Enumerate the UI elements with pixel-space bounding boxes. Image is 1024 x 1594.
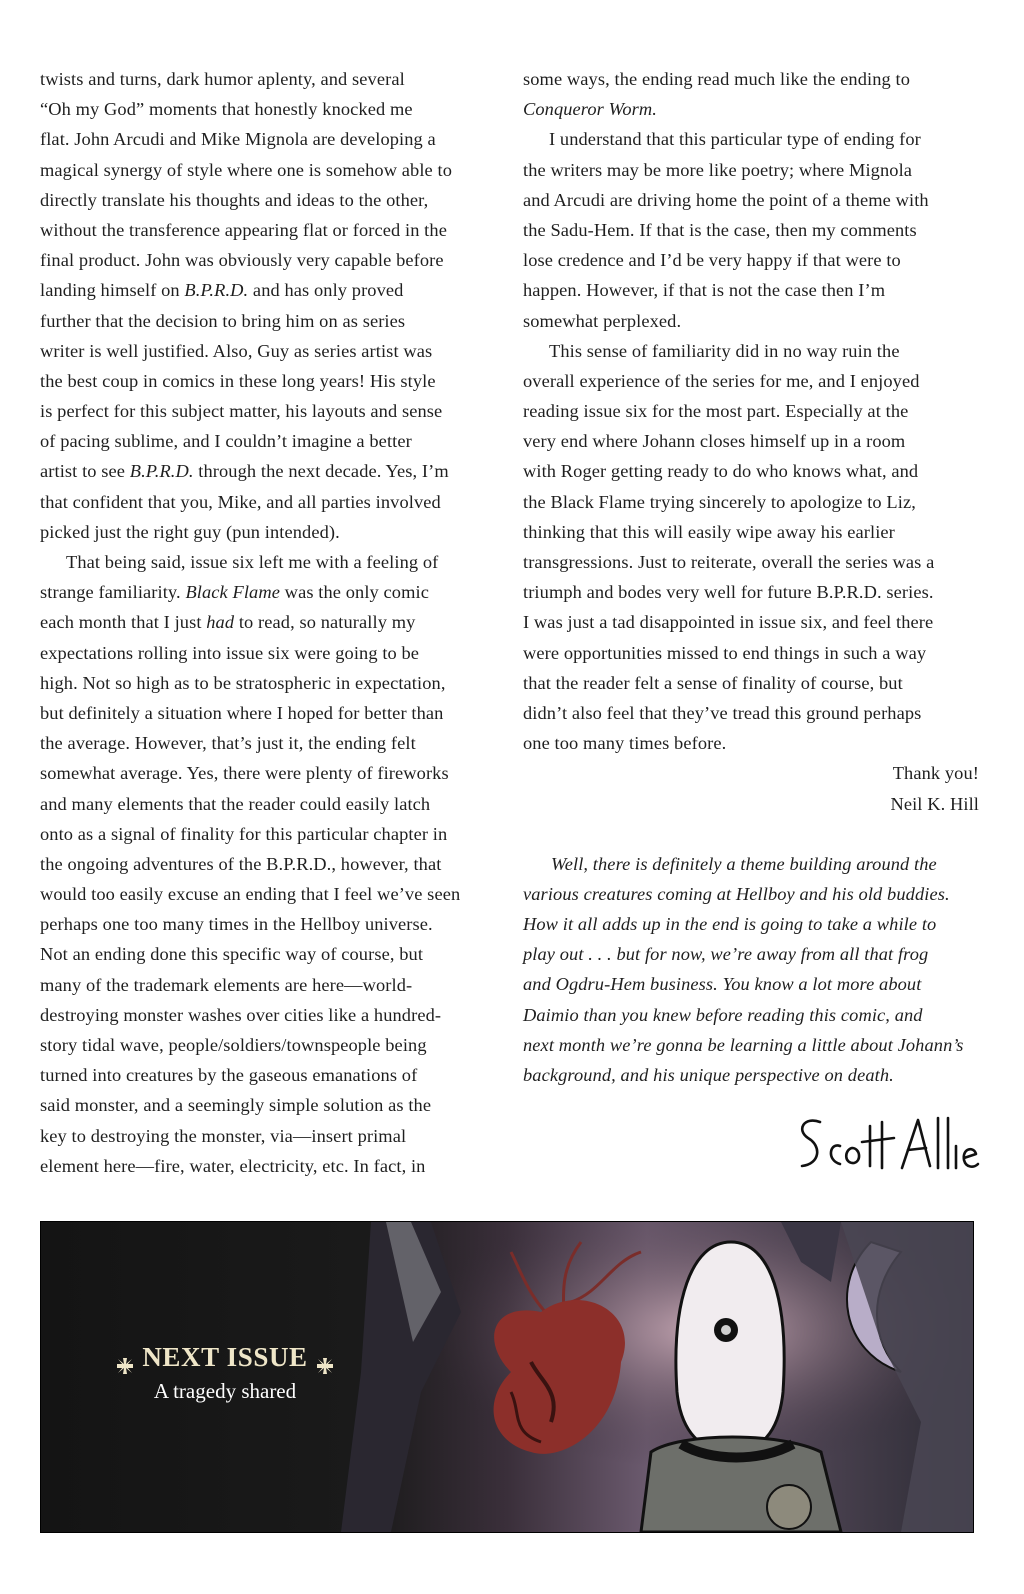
letter-text-line: thinking that this will easily wipe away his earlier — [523, 521, 895, 542]
letter-text-line: final product. John was obviously very capable before — [40, 250, 444, 271]
letter-text-line: with Roger getting ready to do who knows what, and — [523, 461, 919, 482]
next-issue-caption — [95, 1342, 355, 1404]
letter-text-line: many of the trademark elements are here—world- — [40, 974, 413, 995]
letter-text-line: high. Not so high as to be stratospheric in expectation, — [40, 672, 446, 693]
letter-text-line: the writers may be more like poetry; where Mignola — [523, 159, 913, 180]
letter-text-line: but definitely a situation where I hoped for better than — [40, 702, 444, 723]
letter-text-line: each month that I just had to read, so naturally my — [40, 612, 416, 633]
letter-text-line: said monster, and a seemingly simple solution as the — [40, 1095, 432, 1116]
cross-pattee-icon — [117, 1350, 133, 1366]
letter-text-line: picked just the right guy (pun intended). — [40, 521, 340, 542]
reply-text-line: and Ogdru-Hem business. You know a lot more about — [523, 974, 922, 995]
next-issue-heading — [95, 1342, 355, 1373]
letter-text-line: I understand that this particular type of ending for — [549, 129, 921, 150]
letter-text-line: that the reader felt a sense of finality of course, but — [523, 672, 903, 693]
reply-text-line: Well, there is definitely a theme building around the — [551, 853, 937, 874]
reply-text-line: next month we’re gonna be learning a little about Johann’s — [523, 1034, 964, 1055]
editor-signature — [790, 1108, 980, 1188]
letter-text-line: That being said, issue six left me with a feeling of — [66, 552, 439, 572]
letter-right-column — [523, 64, 979, 1090]
letter-text-line: didn’t also feel that they’ve tread this ground perhaps — [523, 702, 922, 723]
letter-text-line: lose credence and I’d be very happy if that were to — [523, 250, 901, 271]
letter-text-line: the average. However, that’s just it, the ending felt — [40, 733, 416, 754]
letter-text-line: reading issue six for the most part. Especially at the — [523, 401, 909, 422]
letter-text-line: Not an ending done this specific way of course, but — [40, 944, 424, 965]
letter-text-line: Conqueror Worm. — [523, 99, 657, 120]
reply-text-line: various creatures coming at Hellboy and his old buddies. — [523, 883, 950, 904]
next-issue-subtitle: A tragedy shared — [153, 1379, 297, 1403]
letter-text-line: the best coup in comics in these long years! His style — [40, 370, 436, 391]
editor-reply — [523, 849, 979, 1091]
letter-text-line: triumph and bodes very well for future B.P.R.D. series. — [523, 582, 934, 603]
letter-left-column — [40, 64, 494, 1181]
letter-text-line: turned into creatures by the gaseous emanations of — [40, 1065, 418, 1086]
reply-text-line: background, and his unique perspective on death. — [523, 1065, 894, 1085]
letter-closing: Thank you! — [892, 763, 979, 784]
reply-text-line: play out . . . but for now, we’re away from all that frog — [523, 944, 929, 965]
letter-text-line: flat. John Arcudi and Mike Mignola are developing a — [40, 129, 436, 150]
letter-text-line: one too many times before. — [523, 733, 727, 754]
letter-text-line: very end where Johann closes himself up in a room — [523, 431, 906, 452]
letter-text-line: artist to see B.P.R.D. through the next decade. Yes, I’m — [40, 461, 449, 482]
letter-text-line: I was just a tad disappointed in issue six, and feel there — [523, 612, 934, 633]
letter-text-line: story tidal wave, people/soldiers/townspeople being — [40, 1035, 427, 1055]
letter-text-line: and Arcudi are driving home the point of a theme with — [523, 189, 929, 210]
letter-text-line: somewhat average. Yes, there were plenty of fireworks — [40, 763, 449, 784]
letter-text-line: expectations rolling into issue six were going to be — [40, 642, 420, 663]
next-issue-title: NEXT ISSUE — [142, 1342, 308, 1372]
letter-text-line: transgressions. Just to reiterate, overall the series was a — [523, 552, 935, 572]
letter-text-line: magical synergy of style where one is somehow able to — [40, 159, 453, 180]
letter-text-line: would too easily excuse an ending that I feel we’ve seen — [40, 884, 461, 905]
signature-graphic — [790, 1108, 980, 1188]
letter-text-line: landing himself on B.P.R.D. and has only proved — [40, 280, 404, 301]
letter-text-line: strange familiarity. Black Flame was the only comic — [40, 582, 429, 603]
reply-text-line: How it all adds up in the end is going to take a while to — [523, 914, 937, 935]
letter-text-line: onto as a signal of finality for this particular chapter in — [40, 823, 448, 844]
letter-text-line: further that the decision to bring him on as series — [40, 310, 406, 331]
reply-text-line: Daimio than you knew before reading this comic, and — [523, 1004, 923, 1025]
letter-text-line: that confident that you, Mike, and all parties involved — [40, 491, 441, 512]
letter-text-line: element here—fire, water, electricity, etc. In fact, in — [40, 1155, 426, 1176]
letter-text-line: happen. However, if that is not the case then I’m — [523, 280, 886, 301]
letter-text-line: twists and turns, dark humor aplenty, and several — [40, 69, 405, 89]
letter-text-line: the ongoing adventures of the B.P.R.D., however, that — [40, 853, 442, 874]
letter-text-line: This sense of familiarity did in no way ruin the — [549, 340, 900, 361]
letter-text-line: without the transference appearing flat or forced in the — [40, 219, 447, 240]
letter-text-line: perhaps one too many times in the Hellboy universe. — [40, 914, 433, 935]
letter-text-line: is perfect for this subject matter, his layouts and sense — [40, 401, 443, 422]
letter-text-line: overall experience of the series for me, and I enjoyed — [523, 370, 920, 391]
letter-text-line: writer is well justified. Also, Guy as series artist was — [40, 340, 433, 361]
letter-text-line: the Black Flame trying sincerely to apologize to Liz, — [523, 491, 916, 512]
letter-text-line: destroying monster washes over cities like a hundred- — [40, 1004, 442, 1025]
cross-pattee-icon — [317, 1350, 333, 1366]
letter-text-line: were opportunities missed to end things in such a way — [523, 642, 927, 663]
letter-text-line: key to destroying the monster, via—insert primal — [40, 1125, 407, 1146]
letter-text-line: the Sadu-Hem. If that is the case, then my comments — [523, 219, 917, 240]
letter-text-line: directly translate his thoughts and ideas to the other, — [40, 189, 429, 210]
letter-text-line: some ways, the ending read much like the ending to — [523, 69, 911, 89]
letter-text-line: somewhat perplexed. — [523, 310, 682, 331]
section-gap — [523, 819, 979, 849]
letter-author: Neil K. Hill — [890, 793, 979, 814]
letter-text-line: of pacing sublime, and I couldn’t imagine a better — [40, 431, 412, 452]
next-issue-panel — [40, 1221, 974, 1533]
letter-text-line: and many elements that the reader could easily latch — [40, 793, 431, 814]
letter-text-line: “Oh my God” moments that honestly knocked me — [40, 99, 413, 120]
